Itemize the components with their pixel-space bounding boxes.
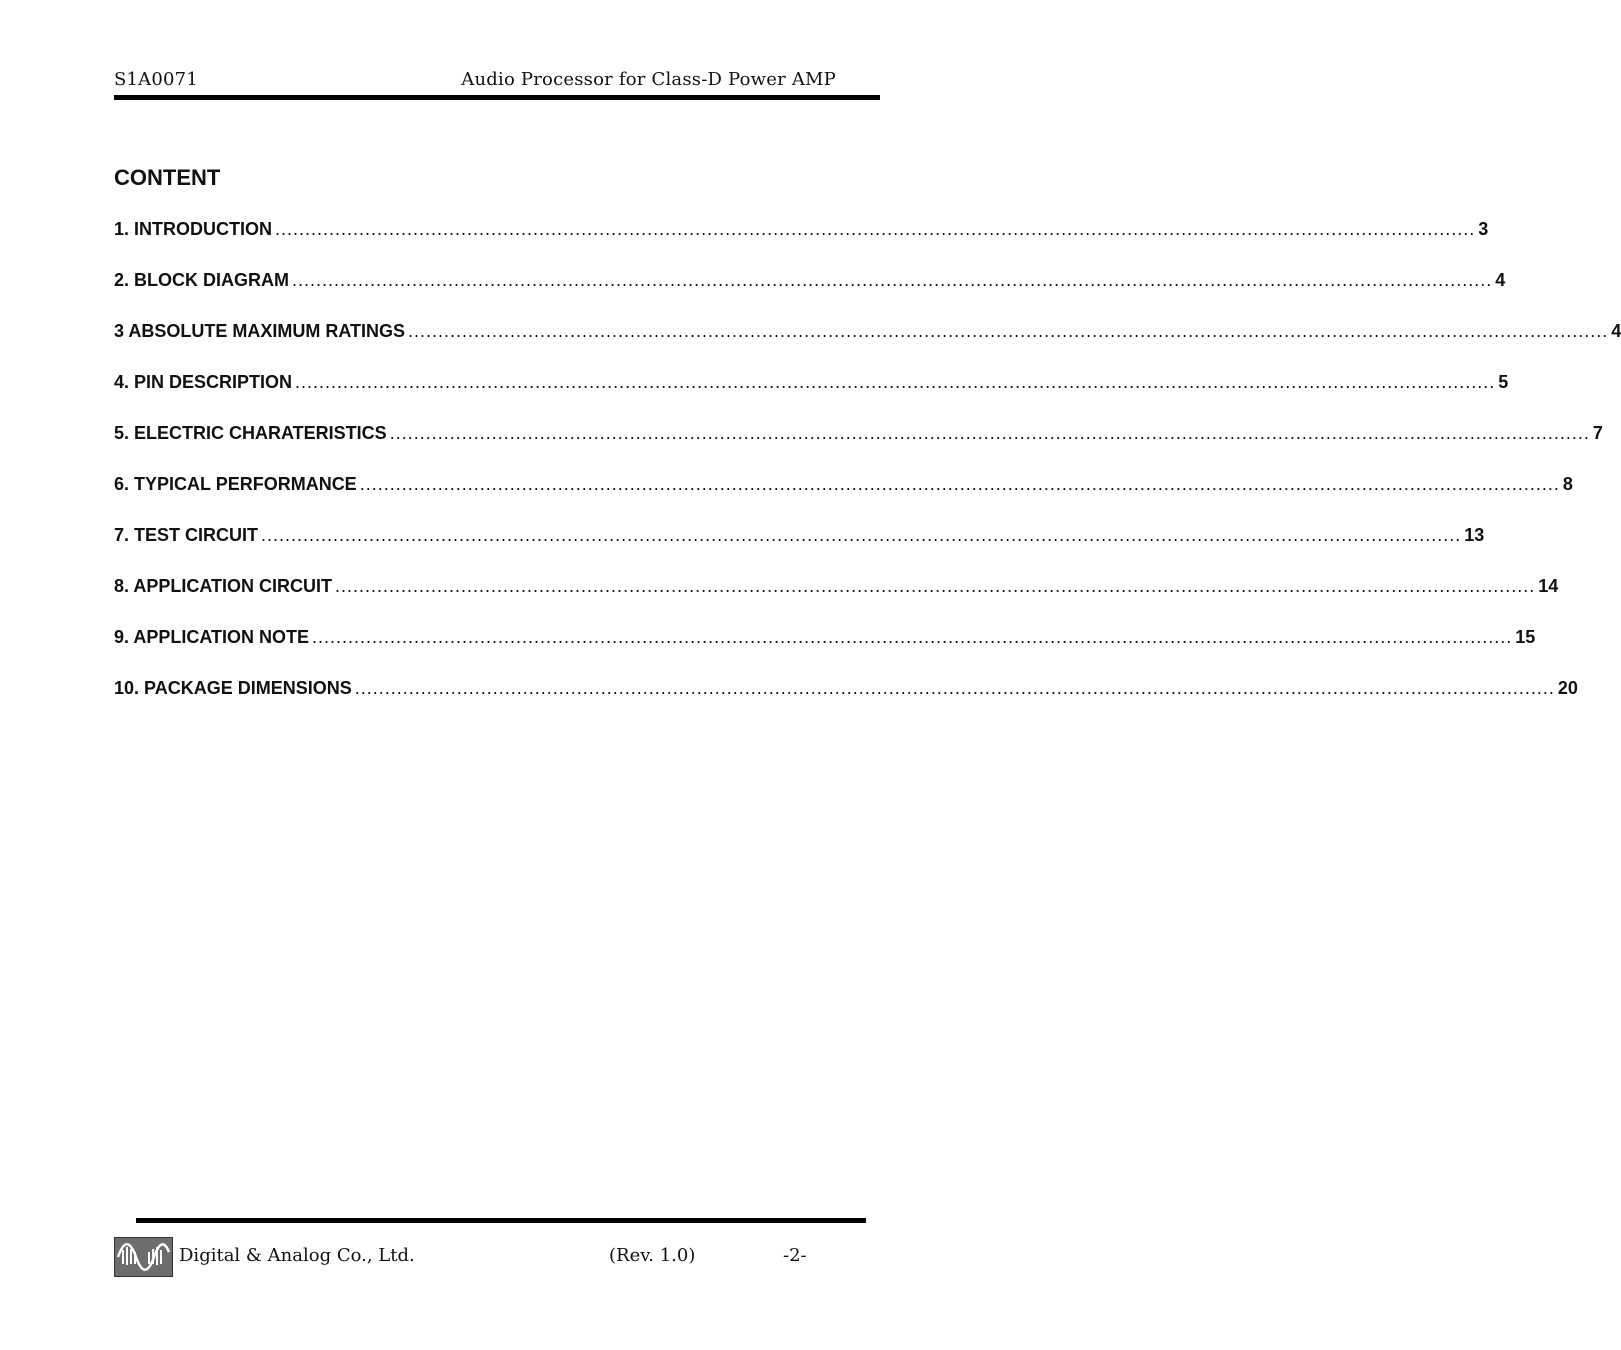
toc-leader-dots: ........................................................................................................................................................................................................: [261, 525, 1462, 545]
footer-revision: (Rev. 1.0): [609, 1245, 696, 1266]
toc-entry[interactable]: [114, 678, 1578, 729]
waveform-logo-icon: [114, 1237, 173, 1277]
toc-entry-page: 15: [1515, 627, 1536, 647]
toc-leader-dots: ........................................................................................................................................................................................................: [359, 474, 1560, 494]
toc-entry-page: 8: [1562, 474, 1573, 494]
header-rule: [114, 95, 880, 100]
toc-entry-label: 4. PIN DESCRIPTION: [114, 372, 293, 392]
toc-leader-dots: ........................................................................................................................................................................................................: [275, 219, 1476, 239]
footer-rule: [136, 1218, 866, 1223]
toc-entry[interactable]: [114, 627, 1536, 678]
toc-entry-page: 13: [1464, 525, 1485, 545]
toc-leader-dots: ........................................................................................................................................................................................................: [335, 576, 1536, 596]
table-of-contents: [114, 219, 1621, 729]
toc-entry[interactable]: [114, 525, 1485, 576]
toc-leader-dots: ........................................................................................................................................................................................................: [295, 372, 1496, 392]
toc-entry-label: 10. PACKAGE DIMENSIONS: [114, 678, 352, 698]
toc-entry-page: 5: [1498, 372, 1509, 392]
toc-entry-page: 14: [1538, 576, 1559, 596]
toc-entry-label: 7. TEST CIRCUIT: [114, 525, 259, 545]
toc-leader-dots: ........................................................................................................................................................................................................: [354, 678, 1555, 698]
toc-entry[interactable]: [114, 270, 1506, 321]
toc-leader-dots: ........................................................................................................................................................................................................: [408, 321, 1609, 341]
toc-entry-label: 9. APPLICATION NOTE: [114, 627, 310, 647]
header-doc-title: Audio Processor for Class-D Power AMP: [461, 69, 836, 90]
toc-entry-label: 5. ELECTRIC CHARATERISTICS: [114, 423, 387, 443]
toc-entry[interactable]: [114, 372, 1509, 423]
toc-entry-label: 2. BLOCK DIAGRAM: [114, 270, 289, 290]
toc-entry-page: 20: [1557, 678, 1578, 698]
footer-page-number: -2-: [783, 1245, 807, 1266]
toc-entry-page: 3: [1478, 219, 1489, 239]
toc-entry-page: 7: [1592, 423, 1603, 443]
toc-entry-page: 4: [1611, 321, 1621, 341]
toc-entry-label: 6. TYPICAL PERFORMANCE: [114, 474, 357, 494]
toc-leader-dots: ........................................................................................................................................................................................................: [389, 423, 1590, 443]
toc-entry[interactable]: [114, 321, 1621, 372]
toc-entry[interactable]: [114, 576, 1559, 627]
toc-entry-label: 3 ABSOLUTE MAXIMUM RATINGS: [114, 321, 405, 341]
toc-leader-dots: ........................................................................................................................................................................................................: [312, 627, 1513, 647]
toc-entry-page: 4: [1495, 270, 1506, 290]
toc-entry-label: 1. INTRODUCTION: [114, 219, 273, 239]
toc-entry[interactable]: [114, 219, 1489, 270]
header-doc-id: S1A0071: [114, 69, 198, 90]
footer-company: Digital & Analog Co., Ltd.: [179, 1245, 415, 1266]
toc-leader-dots: ........................................................................................................................................................................................................: [292, 270, 1493, 290]
toc-entry[interactable]: [114, 423, 1603, 474]
toc-title: CONTENT: [114, 165, 221, 190]
toc-entry[interactable]: [114, 474, 1573, 525]
toc-entry-label: 8. APPLICATION CIRCUIT: [114, 576, 333, 596]
